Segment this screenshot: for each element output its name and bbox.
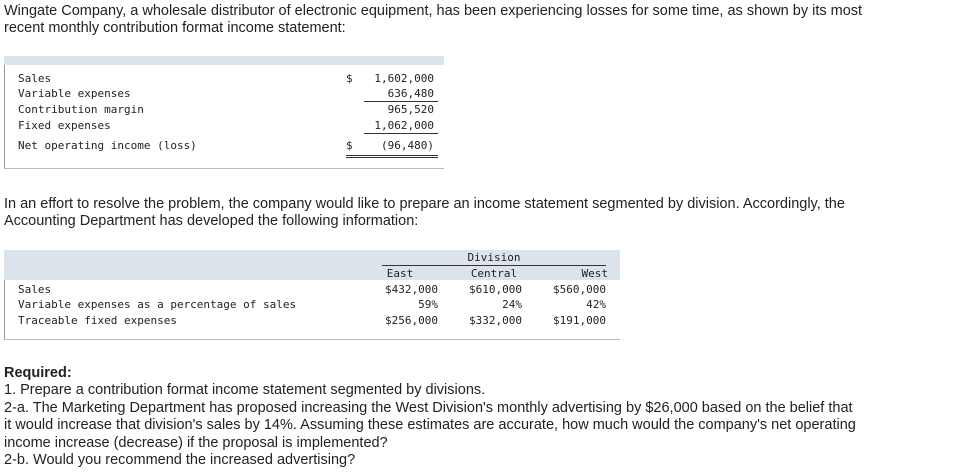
column-header-west: West	[581, 267, 608, 280]
cell-varpct-west: 42%	[586, 298, 606, 311]
division-group-header: Division	[467, 251, 521, 264]
middle-line-2: Accounting Department has developed the following information:	[4, 213, 419, 229]
underline-fixed-expenses	[364, 133, 438, 134]
dollar-sign-net: $	[346, 139, 353, 152]
middle-line-1: In an effort to resolve the problem, the company would like to prepare an income statement segmented by division. Accordingly, the	[4, 196, 845, 212]
division-row-label-fixed: Traceable fixed expenses	[18, 314, 177, 327]
cell-sales-central: $610,000	[469, 283, 522, 296]
row-label-contribution-margin: Contribution margin	[18, 103, 144, 116]
cell-fixed-west: $191,000	[553, 314, 606, 327]
division-row-label-sales: Sales	[18, 283, 52, 296]
cell-sales-west: $560,000	[553, 283, 606, 296]
table-header-band	[4, 56, 444, 65]
intro-line-1: Wingate Company, a wholesale distributor of electronic equipment, has been experiencing losses for some time, as shown by its most	[4, 3, 863, 19]
cell-fixed-east: $256,000	[385, 314, 438, 327]
cell-sales-east: $432,000	[385, 283, 438, 296]
amount-sales: 1,602,000	[374, 72, 434, 85]
amount-fixed-expenses: 1,062,000	[374, 119, 434, 132]
column-header-east: East	[386, 267, 414, 280]
required-item-2b: 2-b. Would you recommend the increased advertising?	[4, 452, 356, 468]
income-statement-table	[4, 56, 444, 169]
row-label-net-operating-income: Net operating income (loss)	[18, 139, 197, 152]
intro-line-2: recent monthly contribution format income statement:	[4, 20, 346, 36]
required-item-1: 1. Prepare a contribution format income statement segmented by divisions.	[4, 382, 486, 398]
amount-net-operating-income: (96,480)	[381, 139, 434, 152]
division-row-label-variable-pct: Variable expenses as a percentage of sales	[18, 298, 297, 311]
row-label-fixed-expenses: Fixed expenses	[18, 119, 111, 132]
dollar-sign-sales: $	[346, 72, 353, 85]
row-label-sales: Sales	[18, 72, 52, 85]
double-underline-1	[346, 155, 438, 156]
double-underline-2	[346, 157, 438, 158]
required-item-2a-line-3: income increase (decrease) if the proposal is implemented?	[4, 435, 388, 451]
division-table	[4, 250, 620, 340]
amount-variable-expenses: 636,480	[387, 87, 434, 100]
division-bottom-border	[4, 339, 620, 340]
required-item-2a-line-2: it would increase that division's sales by 14%. Assuming these estimates are accurate, how much would the company's net operating	[4, 417, 856, 433]
cell-varpct-east: 59%	[418, 298, 438, 311]
cell-varpct-central: 24%	[502, 298, 522, 311]
amount-contribution-margin: 965,520	[387, 103, 434, 116]
table-bottom-border	[4, 168, 444, 169]
table-left-border	[4, 65, 5, 169]
required-item-2a-line-1: 2-a. The Marketing Department has proposed increasing the West Division's monthly advertising by $26,000 based on the belief that	[4, 400, 853, 416]
row-label-variable-expenses: Variable expenses	[18, 87, 131, 100]
required-heading: Required:	[4, 365, 72, 381]
cell-fixed-central: $332,000	[469, 314, 522, 327]
column-header-central: Central	[470, 267, 518, 280]
division-left-border	[4, 280, 5, 340]
